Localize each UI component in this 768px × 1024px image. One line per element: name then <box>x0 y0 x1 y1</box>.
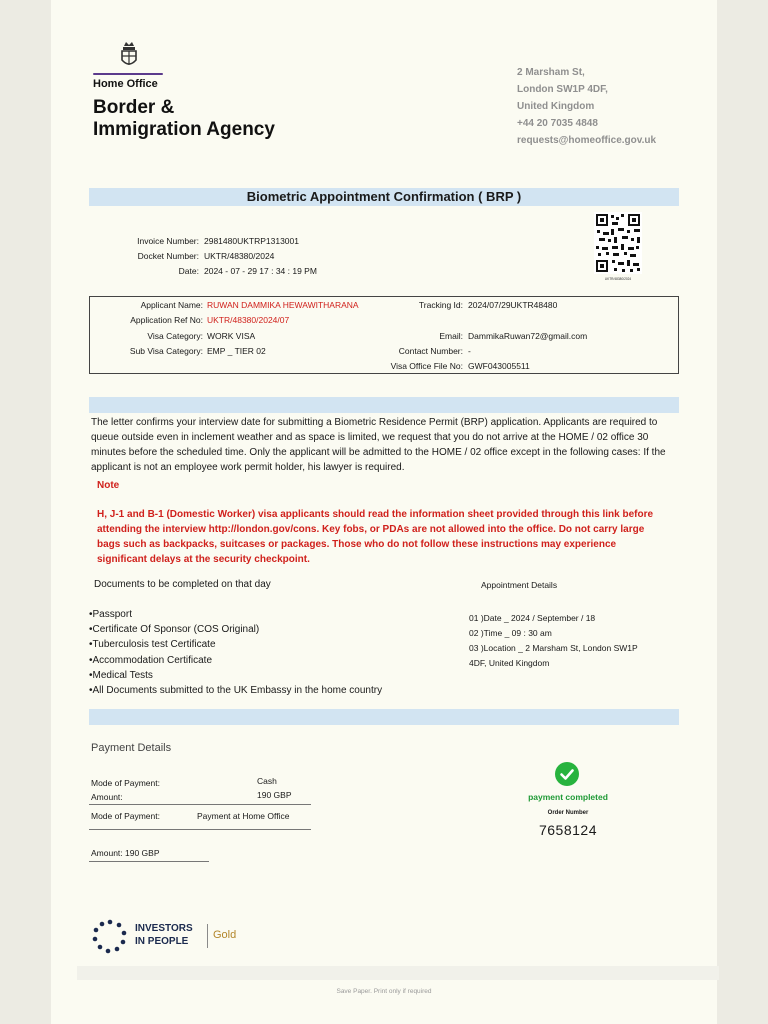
divider <box>89 861 209 862</box>
brand-underline <box>93 73 163 75</box>
order-number-label: Order Number <box>547 810 589 816</box>
amount-value: 190 GBP <box>257 790 292 800</box>
confirmation-paragraph: The letter confirms your interview date for submitting a Biometric Residence Permit (BRP) application. Applicants are required to queue outside even in inclement weather and as space is limited, we request that you do not arrive at the HOME / 02 office 30 minutes before the scheduled time. Only the applicant will be admitted to the HOME / 02 office except in the following cases: If the applicant is not an employee work permit holder, his lawyer is required. <box>91 417 666 473</box>
applicant-name-value: RUWAN DAMMIKA HEWAWITHARANA <box>207 300 359 310</box>
address-line: London SW1P 4DF, <box>517 84 608 95</box>
list-item: • Medical Tests <box>89 668 382 683</box>
payment-mode-label: Mode of Payment: <box>91 778 160 788</box>
agency-name <box>93 97 275 141</box>
list-item: • Tuberculosis test Certificate <box>89 637 382 652</box>
applicant-name-label: Applicant Name: <box>140 300 203 310</box>
appointment-time: 02 )Time _ 09 : 30 am <box>469 628 552 638</box>
payment-mode-value: Cash <box>257 776 277 786</box>
tracking-id-label: Tracking Id: <box>418 300 463 310</box>
gold-badge: Gold <box>213 929 237 941</box>
office-address <box>517 64 656 149</box>
qr-caption: UKTR/48380/2024 <box>604 277 632 281</box>
email-value: DammikaRuwan72@gmail.com <box>468 331 588 341</box>
docket-number-label: Docket Number: <box>137 251 199 261</box>
application-ref-label: Application Ref No: <box>130 315 203 325</box>
print-note: Save Paper. Print only if required <box>336 988 432 995</box>
documents-title: Documents to be completed on that day <box>94 579 271 590</box>
contact-number-value: - <box>468 346 471 356</box>
department-name: Home Office <box>93 78 158 90</box>
visa-office-file-value: GWF043005511 <box>468 361 530 371</box>
investors-in-people-text <box>135 922 193 948</box>
footer-band <box>77 966 719 980</box>
appointment-details <box>469 611 638 671</box>
investors-line-2: IN PEOPLE <box>135 936 189 947</box>
application-ref-value: UKTR/48380/2024/07 <box>207 315 290 325</box>
divider <box>89 804 311 805</box>
investors-line-1: INVESTORS <box>135 923 193 934</box>
address-line: United Kingdom <box>517 101 595 112</box>
email-address: requests@homeoffice.gov.uk <box>517 135 657 146</box>
list-item: • Accommodation Certificate <box>89 653 382 668</box>
document-title: Biometric Appointment Confirmation ( BRP ) <box>89 188 679 206</box>
visa-category-value: WORK VISA <box>207 331 256 341</box>
note-title: Note <box>97 480 120 491</box>
docket-number-value: UKTR/48380/2024 <box>204 251 275 261</box>
check-icon <box>555 762 579 786</box>
tracking-id-value: 2024/07/29UKTR48480 <box>468 300 558 310</box>
contact-number-label: Contact Number: <box>398 346 463 356</box>
logo-separator <box>207 924 208 948</box>
list-item: • Certificate Of Sponsor (COS Original) <box>89 622 382 637</box>
royal-crest-icon <box>117 40 141 70</box>
sub-visa-category-label: Sub Visa Category: <box>129 346 203 356</box>
order-number-value: 7658124 <box>538 822 597 838</box>
list-item: • All Documents submitted to the UK Embassy in the home country <box>89 683 382 698</box>
appointment-location-cont: 4DF, United Kingdom <box>469 658 550 668</box>
list-item: • Passport <box>89 607 382 622</box>
appointment-details-title: Appointment Details <box>481 580 558 590</box>
section-divider-band <box>89 397 679 413</box>
documents-list <box>89 607 382 698</box>
agency-line-2: Immigration Agency <box>93 119 275 140</box>
visa-office-file-label: Visa Office File No: <box>390 361 463 371</box>
invoice-number-value: 2981480UKTRP1313001 <box>204 236 299 246</box>
agency-line-1: Border & <box>93 97 175 118</box>
payment-mode-2-label: Mode of Payment: <box>91 811 160 821</box>
note-text: H, J-1 and B-1 (Domestic Worker) visa applicants should read the information sheet provided through this link before attending the interview http://london.gov/cons. Key fobs, or PDAs are not allowed into the office. Do not carry large bags such as backpacks, suitcases or packages. Those who do not follow these instructions may experience significant delays at the security checkpoint. <box>97 509 654 565</box>
investors-in-people-logo-icon <box>91 918 129 954</box>
amount-total: Amount: 190 GBP <box>91 848 160 858</box>
amount-label: Amount: <box>91 792 123 802</box>
section-divider-band <box>89 709 679 725</box>
date-label: Date: <box>178 266 199 276</box>
payment-details-title: Payment Details <box>91 742 172 754</box>
payment-status: payment completed <box>528 792 608 802</box>
qr-code-icon <box>594 212 642 282</box>
sub-visa-category-value: EMP _ TIER 02 <box>207 346 266 356</box>
invoice-number-label: Invoice Number: <box>137 236 199 246</box>
appointment-location: 03 )Location _ 2 Marsham St, London SW1P <box>469 643 638 653</box>
divider <box>89 829 311 830</box>
address-line: 2 Marsham St, <box>517 67 585 78</box>
email-label: Email: <box>439 331 463 341</box>
visa-category-label: Visa Category: <box>147 331 203 341</box>
appointment-date: 01 )Date _ 2024 / September / 18 <box>469 613 596 623</box>
payment-mode-2-value: Payment at Home Office <box>197 811 290 821</box>
phone-number: +44 20 7035 4848 <box>517 118 598 129</box>
document-page <box>51 0 717 1024</box>
date-value: 2024 - 07 - 29 17 : 34 : 19 PM <box>204 266 317 276</box>
